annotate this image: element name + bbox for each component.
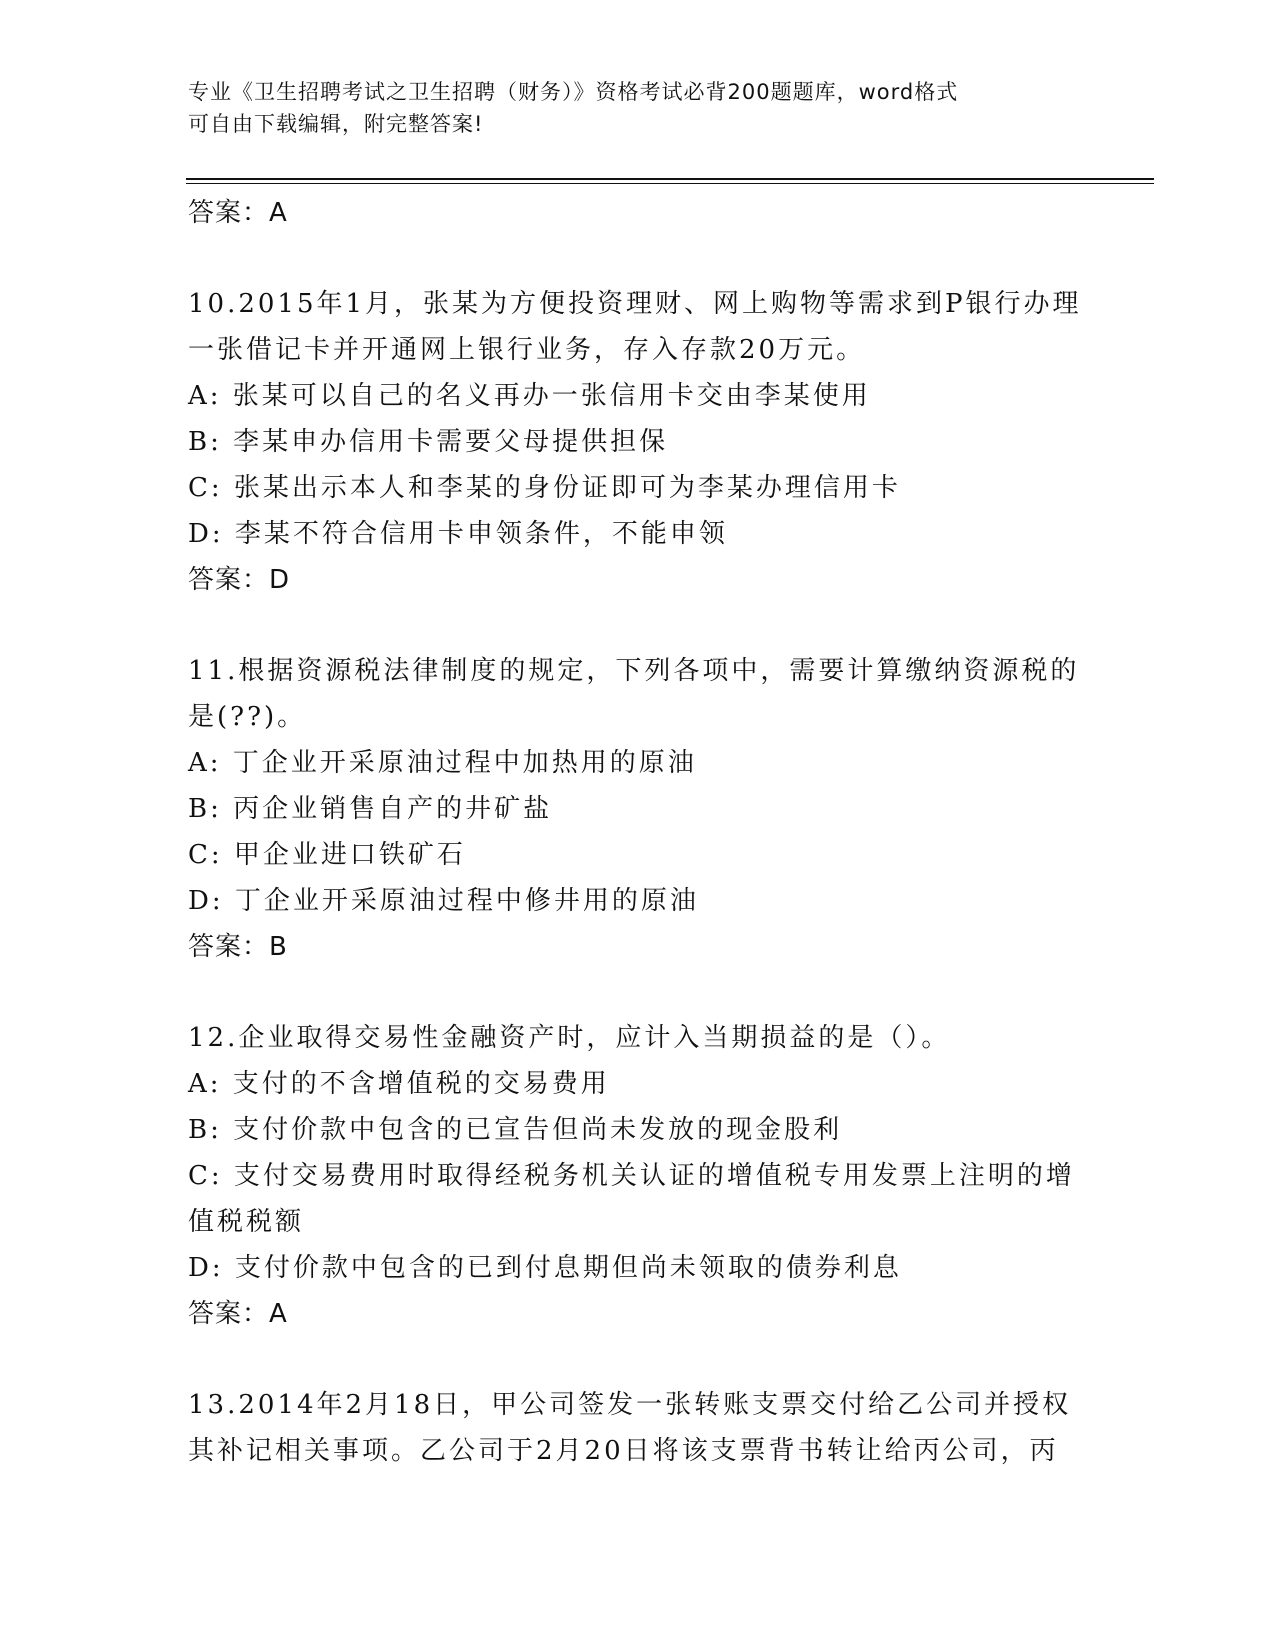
header-line-2: 可自由下载编辑，附完整答案! — [188, 112, 484, 136]
spacer — [188, 603, 1088, 648]
document-body — [188, 190, 1088, 1474]
option-c: C: 支付交易费用时取得经税务机关认证的增值税专用发票上注明的增 — [188, 1161, 1075, 1191]
question-text-line: 是(??)。 — [188, 702, 307, 732]
question-12 — [188, 1015, 1088, 1337]
spacer — [188, 970, 1088, 1015]
answer: 答案：D — [188, 565, 291, 595]
option-d: D: 李某不符合信用卡申领条件，不能申领 — [188, 519, 728, 549]
option-a: A: 张某可以自己的名义再办一张信用卡交由李某使用 — [188, 381, 871, 411]
option-b: B: 丙企业销售自产的井矿盐 — [188, 794, 553, 824]
answer: 答案：B — [188, 932, 288, 962]
document-header — [188, 76, 1088, 140]
question-text-line: 13.2014年2月18日，甲公司签发一张转账支票交付给乙公司并授权 — [188, 1390, 1072, 1420]
question-11 — [188, 648, 1088, 970]
question-text-line: 12.企业取得交易性金融资产时，应计入当期损益的是（）。 — [188, 1023, 951, 1053]
option-d: D: 丁企业开采原油过程中修井用的原油 — [188, 886, 699, 916]
question-text-line: 其补记相关事项。乙公司于2月20日将该支票背书转让给丙公司，丙 — [188, 1436, 1059, 1466]
spacer — [188, 236, 1088, 281]
option-b: B: 支付价款中包含的已宣告但尚未发放的现金股利 — [188, 1115, 843, 1145]
header-rule-thick — [186, 178, 1154, 180]
question-text-line: 一张借记卡并开通网上银行业务，存入存款20万元。 — [188, 335, 866, 365]
question-text-line: 10.2015年1月，张某为方便投资理财、网上购物等需求到P银行办理 — [188, 289, 1082, 319]
header-rule-thin — [186, 183, 1154, 184]
option-d: D: 支付价款中包含的已到付息期但尚未领取的债券利息 — [188, 1253, 902, 1283]
option-a: A: 支付的不含增值税的交易费用 — [188, 1069, 610, 1099]
spacer — [188, 1337, 1088, 1382]
header-line-1: 专业《卫生招聘考试之卫生招聘（财务）》资格考试必背200题题库，word格式 — [188, 80, 959, 104]
option-c: C: 甲企业进口铁矿石 — [188, 840, 466, 870]
option-c-continued: 值税税额 — [188, 1207, 305, 1237]
option-a: A: 丁企业开采原油过程中加热用的原油 — [188, 748, 697, 778]
question-10 — [188, 281, 1088, 603]
question-13 — [188, 1382, 1088, 1474]
question-text-line: 11.根据资源税法律制度的规定，下列各项中，需要计算缴纳资源税的 — [188, 656, 1080, 686]
answer: 答案：A — [188, 1299, 288, 1329]
option-b: B: 李某申办信用卡需要父母提供担保 — [188, 427, 669, 457]
option-c: C: 张某出示本人和李某的身份证即可为李某办理信用卡 — [188, 473, 901, 503]
answer-previous: 答案：A — [188, 198, 288, 228]
